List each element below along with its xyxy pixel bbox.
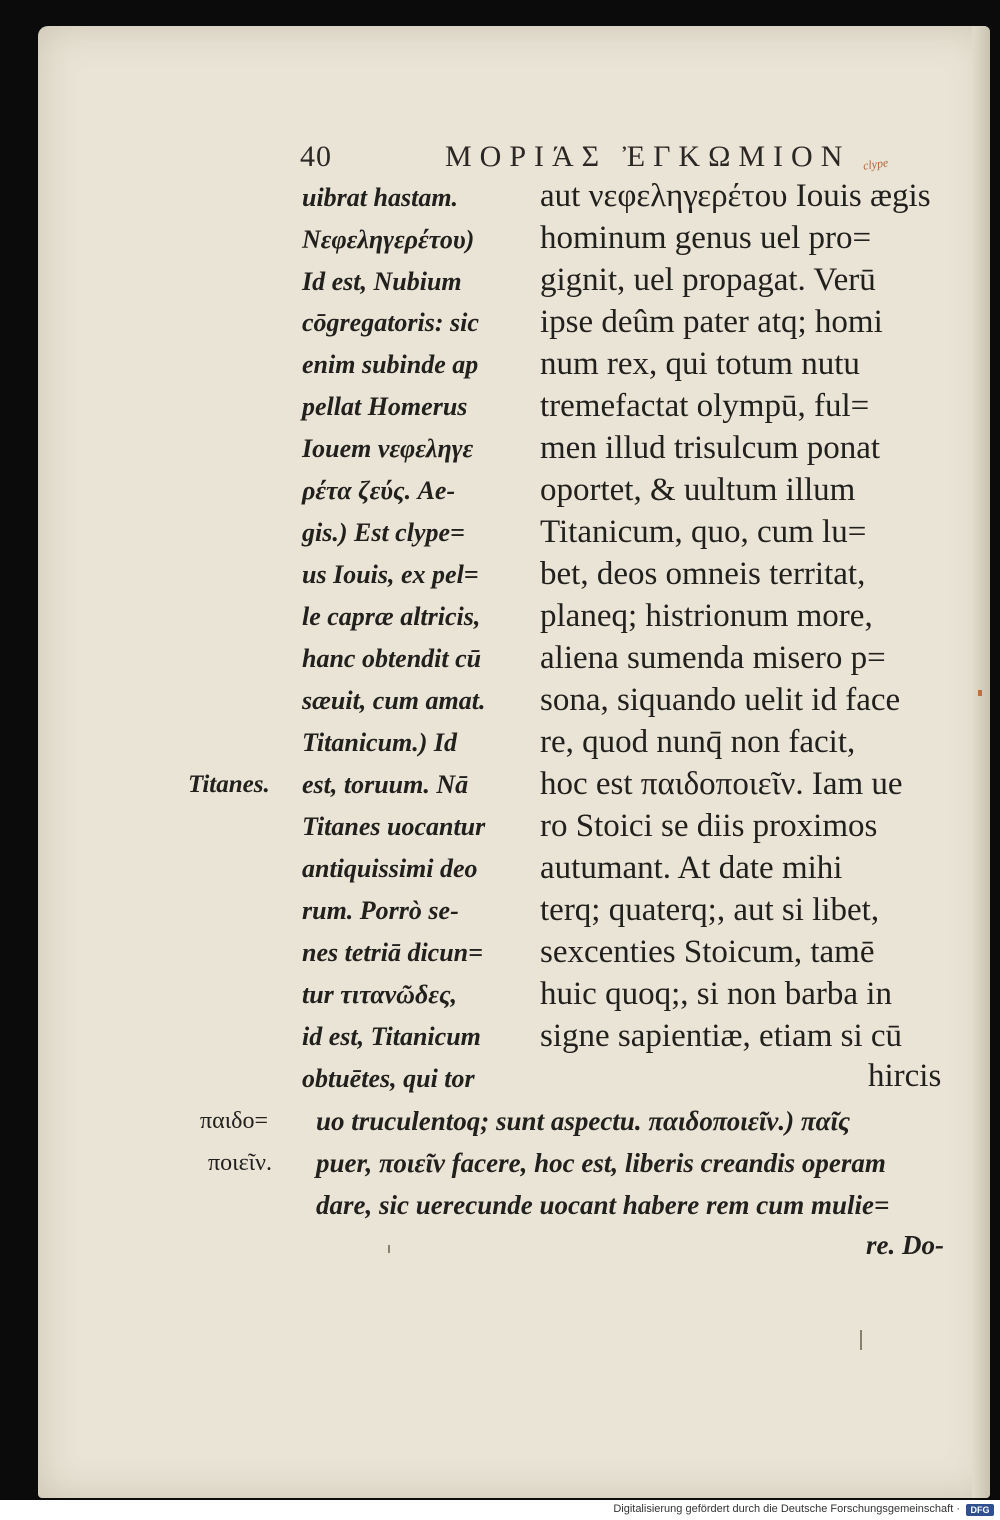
bottom-line: dare, sic uerecunde uocant habere rem cum mulie=: [316, 1190, 890, 1220]
main-line: signe sapientiæ, etiam si cū: [540, 1018, 903, 1054]
digitization-footer: [0, 1500, 1000, 1520]
running-title: ΜΟΡΙΆΣ ἘΓΚΩΜΙΟΝ: [445, 140, 851, 173]
main-line: aut νεφεληγερέτου Iouis ægis: [540, 178, 931, 214]
page-number: 40: [300, 140, 332, 173]
left-line: Titanes uocantur: [302, 812, 486, 841]
left-line: pellat Homerus: [302, 392, 468, 421]
main-line: re, quod nunq̄ non facit,: [540, 724, 856, 760]
left-line: cōgregatoris: sic: [302, 308, 479, 337]
main-line: sona, siquando uelit id face: [540, 682, 901, 718]
main-line: oportet, & uultum illum: [540, 472, 856, 508]
main-line: num rex, qui totum nutu: [540, 346, 860, 382]
main-line: ipse deûm pater atq; homi: [540, 304, 883, 340]
main-line: huic quoq;, si non barba in: [540, 976, 892, 1012]
main-line: autumant. At date mihi: [540, 850, 843, 886]
main-line: gignit, uel propagat. Verū: [540, 262, 876, 298]
left-line: obtuētes, qui tor: [302, 1064, 475, 1093]
handwritten-gloss: clype: [862, 155, 890, 173]
bottom-line: uo truculentoq; sunt aspectu. παιδοποιεῖν.) παῖς: [316, 1106, 851, 1136]
dfg-logo: DFG: [966, 1504, 994, 1516]
left-line: us Iouis, ex pel=: [302, 560, 479, 589]
main-line: sexcenties Stoicum, tamē: [540, 934, 875, 970]
ink-mark: [860, 1330, 862, 1350]
left-line: sæuit, cum amat.: [302, 686, 486, 715]
bottom-catchword: re. Do-: [866, 1230, 944, 1260]
left-line: antiquissimi deo: [302, 854, 478, 883]
catchword: hircis: [868, 1058, 942, 1094]
margin-note-poiein: ποιεῖν.: [208, 1150, 272, 1176]
main-line: men illud trisulcum ponat: [540, 430, 881, 466]
main-line: bet, deos omneis territat,: [540, 556, 866, 592]
main-line: ro Stoici se diis proximos: [540, 808, 878, 844]
left-line: uibrat hastam.: [302, 183, 459, 212]
left-line: Titanicum.) Id: [302, 728, 458, 757]
left-line: hanc obtendit cū: [302, 644, 482, 673]
ink-mark: [388, 1245, 390, 1253]
main-line: Titanicum, quo, cum lu=: [540, 514, 867, 550]
left-line: gis.) Est clype=: [302, 518, 465, 547]
left-line: est, toruum. Nā: [302, 770, 469, 799]
main-line: planeq; histrionum more,: [540, 598, 873, 634]
page-header: [300, 140, 950, 180]
margin-note-paido: παιδο=: [200, 1108, 268, 1134]
left-line: Id est, Nubium: [302, 267, 462, 296]
left-line: Νεφεληγερέτου): [302, 225, 475, 254]
margin-note-titanes: Titanes.: [188, 771, 270, 798]
left-line: enim subinde ap: [302, 350, 479, 379]
left-line: id est, Titanicum: [302, 1022, 481, 1051]
main-line: aliena sumenda misero p=: [540, 640, 886, 676]
left-line: ρέτα ζεύς. Ae-: [302, 476, 456, 505]
left-line: le capræ altricis,: [302, 602, 481, 631]
left-line: rum. Porrò se-: [302, 896, 459, 925]
footer-credit: Digitalisierung gefördert durch die Deutsche Forschungsgemeinschaft ·: [613, 1503, 960, 1515]
left-line: nes tetriā dicun=: [302, 938, 483, 967]
main-line: tremefactat olympū, ful=: [540, 388, 870, 424]
page-gutter: [972, 26, 990, 1498]
main-line: hoc est παιδοποιεῖν. Iam ue: [540, 766, 903, 802]
bottom-line: puer, ποιεῖν facere, hoc est, liberis creandis operam: [316, 1148, 886, 1178]
left-line: tur τιτανῶδες,: [302, 980, 458, 1009]
main-line: terq; quaterq;, aut si libet,: [540, 892, 880, 928]
left-line: Iouem νεφεληγε: [302, 434, 474, 463]
ink-mark: [978, 690, 982, 696]
main-line: hominum genus uel pro=: [540, 220, 872, 256]
